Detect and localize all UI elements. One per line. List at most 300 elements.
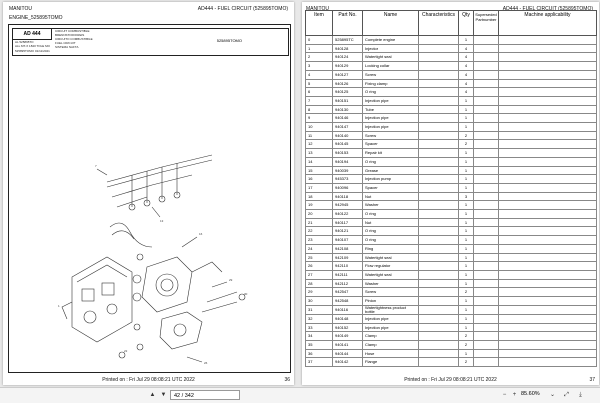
machine-applicability-cell xyxy=(499,114,597,123)
superseded-cell xyxy=(474,332,499,341)
part-no-cell: 525895TC xyxy=(333,36,363,45)
table-row xyxy=(306,227,597,236)
subheader: ENGINE_525895TOMO xyxy=(9,15,63,21)
part-no-cell: 940146 xyxy=(333,114,363,123)
qty-cell: 1 xyxy=(459,105,474,114)
part-no-cell: 940128 xyxy=(333,44,363,53)
table-row xyxy=(306,349,597,358)
qty-cell: 4 xyxy=(459,79,474,88)
characteristics-cell xyxy=(419,36,459,45)
item-cell: 15 xyxy=(306,166,333,175)
name-cell: O ring xyxy=(363,227,419,236)
machine-applicability-cell xyxy=(499,332,597,341)
part-no-cell: 940152 xyxy=(333,323,363,332)
qty-cell: 1 xyxy=(459,236,474,245)
characteristics-cell xyxy=(419,53,459,62)
machine-applicability-cell xyxy=(499,166,597,175)
item-cell: 33 xyxy=(306,323,333,332)
qty-cell: 1 xyxy=(459,279,474,288)
superseded-cell xyxy=(474,192,499,201)
title-block-code: 525895TOMO xyxy=(216,38,242,43)
superseded-cell xyxy=(474,201,499,210)
superseded-cell xyxy=(474,62,499,71)
item-cell: 11 xyxy=(306,131,333,140)
name-cell: Spacer xyxy=(363,140,419,149)
machine-applicability-cell xyxy=(499,244,597,253)
item-cell: 27 xyxy=(306,270,333,279)
name-cell: Screw xyxy=(363,70,419,79)
characteristics-cell xyxy=(419,270,459,279)
name-cell: Injection pipe xyxy=(363,114,419,123)
name-cell: O ring xyxy=(363,88,419,97)
item-cell: 6 xyxy=(306,88,333,97)
qty-cell: 1 xyxy=(459,270,474,279)
part-no-cell: 940151 xyxy=(333,96,363,105)
machine-applicability-cell xyxy=(499,227,597,236)
superseded-cell xyxy=(474,114,499,123)
qty-cell: 1 xyxy=(459,210,474,219)
col-part-no: Part No. xyxy=(333,11,363,36)
machine-applicability-cell xyxy=(499,323,597,332)
machine-applicability-cell xyxy=(499,210,597,219)
superseded-cell xyxy=(474,253,499,262)
page-number-input[interactable]: 42 / 342 xyxy=(170,390,240,400)
machine-applicability-cell xyxy=(499,105,597,114)
characteristics-cell xyxy=(419,149,459,158)
name-cell: Tube xyxy=(363,105,419,114)
header-brand: MANITOU xyxy=(306,6,329,12)
qty-cell: 2 xyxy=(459,358,474,367)
title-block-line-1: CIRCUIT COMBUSTIBLE xyxy=(55,29,90,33)
svg-text:16: 16 xyxy=(199,232,203,236)
characteristics-cell xyxy=(419,210,459,219)
col-item: Item xyxy=(306,11,333,36)
name-cell: Watertight seal xyxy=(363,270,419,279)
svg-text:7: 7 xyxy=(95,164,97,168)
col-characteristics: Characteristics xyxy=(419,11,459,36)
machine-applicability-cell xyxy=(499,279,597,288)
table-row xyxy=(306,279,597,288)
name-cell: Complete engine xyxy=(363,36,419,45)
superseded-cell xyxy=(474,140,499,149)
part-no-cell: 940145 xyxy=(333,140,363,149)
item-cell: 18 xyxy=(306,192,333,201)
characteristics-cell xyxy=(419,88,459,97)
part-no-cell: 940140 xyxy=(333,131,363,140)
qty-cell: 4 xyxy=(459,44,474,53)
item-cell: 34 xyxy=(306,332,333,341)
qty-cell: 2 xyxy=(459,288,474,297)
svg-text:26: 26 xyxy=(204,361,208,365)
parts-table xyxy=(305,10,597,367)
table-row xyxy=(306,183,597,192)
superseded-cell xyxy=(474,314,499,323)
up-arrow-icon[interactable]: ▲ xyxy=(149,392,156,398)
col-machine-applicability: Machine applicability xyxy=(499,11,597,36)
name-cell: Watertight seal xyxy=(363,53,419,62)
machine-applicability-cell xyxy=(499,270,597,279)
item-cell: 16 xyxy=(306,175,333,184)
table-row xyxy=(306,88,597,97)
qty-cell: 1 xyxy=(459,96,474,105)
part-no-cell: 940130 xyxy=(333,105,363,114)
qty-cell: 1 xyxy=(459,166,474,175)
part-no-cell: 940124 xyxy=(333,53,363,62)
part-no-cell: 940142 xyxy=(333,358,363,367)
title-block-line-4: FUEL CIRCUIT xyxy=(55,41,76,45)
fit-icon[interactable]: ⤢ xyxy=(564,392,569,398)
characteristics-cell xyxy=(419,340,459,349)
part-no-cell: 942548 xyxy=(333,297,363,306)
viewer-toolbar xyxy=(0,387,600,403)
part-no-cell: 940118 xyxy=(333,192,363,201)
qty-cell: 4 xyxy=(459,88,474,97)
qty-cell: 2 xyxy=(459,332,474,341)
name-cell: Watertight seal xyxy=(363,253,419,262)
characteristics-cell xyxy=(419,323,459,332)
item-cell: 21 xyxy=(306,218,333,227)
characteristics-cell xyxy=(419,227,459,236)
machine-applicability-cell xyxy=(499,314,597,323)
item-cell: 2 xyxy=(306,53,333,62)
name-cell: Injector xyxy=(363,44,419,53)
name-cell: Nut xyxy=(363,218,419,227)
svg-text:30: 30 xyxy=(244,292,248,296)
zoom-level[interactable]: 85.60% xyxy=(521,391,540,397)
item-cell: 36 xyxy=(306,349,333,358)
name-cell: Locking collar xyxy=(363,62,419,71)
machine-applicability-cell xyxy=(499,236,597,245)
zoom-in-icon[interactable]: + xyxy=(512,392,517,398)
item-cell: 23 xyxy=(306,236,333,245)
item-cell: 22 xyxy=(306,227,333,236)
name-cell: Fixing clamp xyxy=(363,79,419,88)
superseded-cell xyxy=(474,79,499,88)
name-cell: Injection pipe xyxy=(363,323,419,332)
machine-applicability-cell xyxy=(499,79,597,88)
characteristics-cell xyxy=(419,358,459,367)
table-row xyxy=(306,36,597,45)
name-cell: O ring xyxy=(363,157,419,166)
machine-applicability-cell xyxy=(499,157,597,166)
item-cell: 0 xyxy=(306,36,333,45)
item-cell: 10 xyxy=(306,123,333,132)
characteristics-cell xyxy=(419,236,459,245)
superseded-cell xyxy=(474,96,499,105)
machine-applicability-cell xyxy=(499,149,597,158)
table-row xyxy=(306,62,597,71)
table-header-row xyxy=(306,11,597,36)
characteristics-cell xyxy=(419,183,459,192)
name-cell: Pinion xyxy=(363,297,419,306)
characteristics-cell xyxy=(419,314,459,323)
table-row xyxy=(306,288,597,297)
machine-applicability-cell xyxy=(499,305,597,314)
title-block-line-5: SISTEMA NAFTA xyxy=(55,45,79,49)
qty-cell: 1 xyxy=(459,149,474,158)
characteristics-cell xyxy=(419,166,459,175)
superseded-cell xyxy=(474,262,499,271)
characteristics-cell xyxy=(419,305,459,314)
table-row xyxy=(306,340,597,349)
machine-applicability-cell xyxy=(499,218,597,227)
superseded-cell xyxy=(474,123,499,132)
qty-cell: 1 xyxy=(459,314,474,323)
machine-applicability-cell xyxy=(499,96,597,105)
characteristics-cell xyxy=(419,79,459,88)
part-no-cell: 942109 xyxy=(333,253,363,262)
qty-cell: 4 xyxy=(459,53,474,62)
zoom-out-icon[interactable]: − xyxy=(502,392,507,398)
characteristics-cell xyxy=(419,288,459,297)
name-cell: O ring xyxy=(363,210,419,219)
part-no-cell: 940147 xyxy=(333,123,363,132)
table-row xyxy=(306,79,597,88)
qty-cell: 1 xyxy=(459,123,474,132)
superseded-cell xyxy=(474,288,499,297)
qty-cell: 3 xyxy=(459,192,474,201)
superseded-cell xyxy=(474,166,499,175)
superseded-cell xyxy=(474,70,499,79)
machine-applicability-cell xyxy=(499,88,597,97)
name-cell: Clamp xyxy=(363,340,419,349)
table-row xyxy=(306,140,597,149)
name-cell: Ring xyxy=(363,244,419,253)
name-cell: Nut xyxy=(363,192,419,201)
title-block xyxy=(12,28,289,56)
table-row xyxy=(306,305,597,314)
characteristics-cell xyxy=(419,297,459,306)
item-cell: 28 xyxy=(306,279,333,288)
qty-cell: 1 xyxy=(459,349,474,358)
machine-applicability-cell xyxy=(499,123,597,132)
characteristics-cell xyxy=(419,279,459,288)
characteristics-cell xyxy=(419,175,459,184)
superseded-cell xyxy=(474,358,499,367)
table-row xyxy=(306,53,597,62)
table-row xyxy=(306,166,597,175)
part-no-cell: 945373 xyxy=(333,175,363,184)
name-cell: Watertightness product bottle xyxy=(363,305,419,314)
svg-text:1: 1 xyxy=(58,304,60,308)
table-row xyxy=(306,44,597,53)
table-row xyxy=(306,70,597,79)
superseded-cell xyxy=(474,210,499,219)
qty-cell: 1 xyxy=(459,262,474,271)
characteristics-cell xyxy=(419,244,459,253)
table-row xyxy=(306,236,597,245)
characteristics-cell xyxy=(419,62,459,71)
qty-cell: 1 xyxy=(459,253,474,262)
superseded-cell xyxy=(474,270,499,279)
superseded-cell xyxy=(474,236,499,245)
part-no-cell: 940194 xyxy=(333,157,363,166)
col-superseded: Superseded Partnumber xyxy=(474,11,499,36)
page-number: 37 xyxy=(589,377,595,383)
item-cell: 20 xyxy=(306,210,333,219)
table-row xyxy=(306,210,597,219)
characteristics-cell xyxy=(419,253,459,262)
left-page xyxy=(3,2,294,385)
name-cell: Repair kit xyxy=(363,149,419,158)
item-cell: 4 xyxy=(306,70,333,79)
name-cell: Flow regulator xyxy=(363,262,419,271)
machine-applicability-cell xyxy=(499,131,597,140)
item-cell: 35 xyxy=(306,340,333,349)
part-no-cell: 940122 xyxy=(333,210,363,219)
table-row xyxy=(306,297,597,306)
table-row xyxy=(306,218,597,227)
name-cell: Injection pipe xyxy=(363,123,419,132)
svg-text:29: 29 xyxy=(229,278,233,282)
item-cell: 29 xyxy=(306,288,333,297)
header-title: AD444 - FUEL CIRCUIT (525895TOMO) xyxy=(197,6,288,12)
superseded-cell xyxy=(474,44,499,53)
part-no-cell: 940149 xyxy=(333,332,363,341)
item-cell: 14 xyxy=(306,157,333,166)
qty-cell: 1 xyxy=(459,114,474,123)
machine-applicability-cell xyxy=(499,70,597,79)
superseded-cell xyxy=(474,157,499,166)
qty-cell: 1 xyxy=(459,227,474,236)
footer-printed: Printed on : Fri Jul 29 08:08:21 UTC 2022 xyxy=(102,377,195,383)
part-no-cell: 940125 xyxy=(333,88,363,97)
superseded-cell xyxy=(474,88,499,97)
qty-cell: 1 xyxy=(459,323,474,332)
part-no-cell: 940039 xyxy=(333,166,363,175)
name-cell: Injection pipe xyxy=(363,96,419,105)
machine-applicability-cell xyxy=(499,340,597,349)
name-cell: Spacer xyxy=(363,183,419,192)
characteristics-cell xyxy=(419,140,459,149)
qty-cell: 1 xyxy=(459,36,474,45)
table-row xyxy=(306,123,597,132)
title-block-line-2: BRENNSTOFFKREIS xyxy=(55,33,85,37)
col-name: Name xyxy=(363,11,419,36)
title-block-line-3: CIRCUITO COMBUSTIBILE xyxy=(55,37,93,41)
machine-applicability-cell xyxy=(499,140,597,149)
part-no-cell: 942108 xyxy=(333,244,363,253)
machine-applicability-cell xyxy=(499,201,597,210)
characteristics-cell xyxy=(419,70,459,79)
part-no-cell: 942110 xyxy=(333,262,363,271)
part-no-cell: 940116 xyxy=(333,305,363,314)
machine-applicability-cell xyxy=(499,44,597,53)
qty-cell: 1 xyxy=(459,297,474,306)
superseded-cell xyxy=(474,305,499,314)
machine-applicability-cell xyxy=(499,192,597,201)
name-cell: Clamp xyxy=(363,332,419,341)
table-row xyxy=(306,270,597,279)
characteristics-cell xyxy=(419,192,459,201)
part-no-cell: 940126 xyxy=(333,79,363,88)
name-cell: Flange xyxy=(363,358,419,367)
superseded-cell xyxy=(474,244,499,253)
characteristics-cell xyxy=(419,201,459,210)
qty-cell: 2 xyxy=(459,131,474,140)
table-row xyxy=(306,114,597,123)
qty-cell: 1 xyxy=(459,175,474,184)
item-cell: 3 xyxy=(306,62,333,71)
part-no-cell: 940096 xyxy=(333,183,363,192)
superseded-cell xyxy=(474,175,499,184)
item-cell: 5 xyxy=(306,79,333,88)
part-no-cell: 942547 xyxy=(333,288,363,297)
exploded-parts-drawing xyxy=(12,57,287,369)
name-cell: Screw xyxy=(363,288,419,297)
name-cell: Injection pipe xyxy=(363,314,419,323)
part-no-cell: 940107 xyxy=(333,236,363,245)
item-cell: 9 xyxy=(306,114,333,123)
machine-applicability-cell xyxy=(499,349,597,358)
machine-applicability-cell xyxy=(499,253,597,262)
characteristics-cell xyxy=(419,332,459,341)
item-cell: 13 xyxy=(306,149,333,158)
superseded-cell xyxy=(474,349,499,358)
machine-applicability-cell xyxy=(499,262,597,271)
name-cell: Screw xyxy=(363,131,419,140)
table-row xyxy=(306,96,597,105)
item-cell: 8 xyxy=(306,105,333,114)
superseded-cell xyxy=(474,183,499,192)
item-cell: 25 xyxy=(306,253,333,262)
item-cell: 32 xyxy=(306,314,333,323)
qty-cell: 4 xyxy=(459,70,474,79)
col-qty: Qty xyxy=(459,11,474,36)
qty-cell: 2 xyxy=(459,340,474,349)
name-cell: Injection pump xyxy=(363,175,419,184)
name-cell: O ring xyxy=(363,236,419,245)
table-row xyxy=(306,332,597,341)
table-row xyxy=(306,323,597,332)
characteristics-cell xyxy=(419,105,459,114)
item-cell: 17 xyxy=(306,183,333,192)
machine-applicability-cell xyxy=(499,183,597,192)
title-block-small-1: AL 525895TO xyxy=(15,40,34,44)
header-brand: MANITOU xyxy=(9,6,32,12)
characteristics-cell xyxy=(419,349,459,358)
part-no-cell: 940127 xyxy=(333,70,363,79)
part-no-cell: 940144 xyxy=(333,349,363,358)
characteristics-cell xyxy=(419,123,459,132)
item-cell: 30 xyxy=(306,297,333,306)
footer-printed: Printed on : Fri Jul 29 08:08:21 UTC 2022 xyxy=(404,377,497,383)
part-no-cell: 940117 xyxy=(333,218,363,227)
download-icon[interactable]: ⤓ xyxy=(579,392,582,398)
part-no-cell: 940148 xyxy=(333,314,363,323)
chevron-down-icon[interactable]: ⌄ xyxy=(549,392,556,398)
title-block-ad: AD 444 xyxy=(13,29,52,40)
part-no-cell: 940129 xyxy=(333,62,363,71)
characteristics-cell xyxy=(419,114,459,123)
part-no-cell: 942112 xyxy=(333,279,363,288)
machine-applicability-cell xyxy=(499,36,597,45)
down-arrow-icon[interactable]: ▼ xyxy=(160,392,167,398)
superseded-cell xyxy=(474,227,499,236)
machine-applicability-cell xyxy=(499,175,597,184)
table-row xyxy=(306,175,597,184)
table-row xyxy=(306,131,597,140)
characteristics-cell xyxy=(419,44,459,53)
item-cell: 31 xyxy=(306,305,333,314)
item-cell: 26 xyxy=(306,262,333,271)
table-row xyxy=(306,192,597,201)
table-row xyxy=(306,201,597,210)
superseded-cell xyxy=(474,279,499,288)
characteristics-cell xyxy=(419,96,459,105)
superseded-cell xyxy=(474,323,499,332)
characteristics-cell xyxy=(419,218,459,227)
